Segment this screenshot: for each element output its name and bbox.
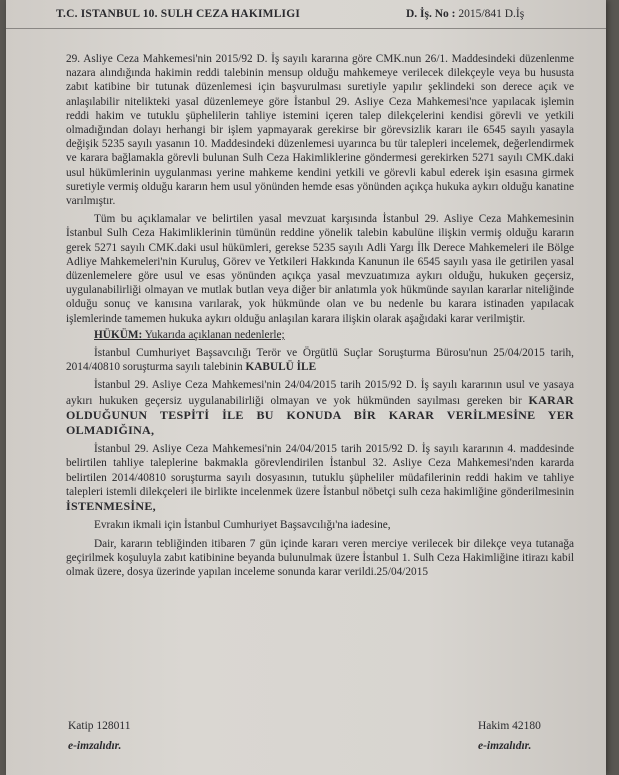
hukum-text: Yukarıda açıklanan nedenlerle; bbox=[142, 328, 285, 341]
paragraph-5-decision: İSTENMESİNE, bbox=[66, 499, 156, 514]
court-name: T.C. ISTANBUL 10. SULH CEZA HAKIMLIGI bbox=[56, 8, 301, 20]
paragraph-5-text: İstanbul 29. Asliye Ceza Mahkemesi'nin 24/04/2015 tarih 2015/92 D. İş sayılı kararının 4. maddesinde belirtilen tahliye taleplerine bakmakla görevlendirilen İstanbul 32. Asliye Ceza Mahkemesi'nden kararda belirtilen 2014/40810 soruşturma sayılı dosyasının, tutuklu şüpheliler müdafilerinin reddi hakim ve tahliye talepleri istemli dilekçeleri ile birlikte incelenmek üzere İstanbul nöbetçi sulh ceza hakimliğine gönderilmesinin bbox=[66, 443, 574, 498]
paragraph-5 bbox=[66, 442, 574, 514]
paragraph-6: Evrakın ikmali için İstanbul Cumhuriyet Başsavcılığı'na iadesine, bbox=[94, 519, 391, 532]
hukum-label: HÜKÜM: bbox=[94, 328, 143, 341]
judge-e-signature: e-imzalıdır. bbox=[478, 740, 532, 752]
document-body bbox=[66, 52, 574, 579]
document-header bbox=[6, 0, 606, 29]
paragraph-4-decision: KARAR OLDUĞUNUN TESPİTİ İLE BU KONUDA BİR KARAR VERİLMESİNE YER OLMADIĞINA, bbox=[66, 392, 575, 438]
clerk-e-signature: e-imzalıdır. bbox=[68, 740, 122, 752]
file-number-label: D. İş. No : bbox=[406, 8, 456, 20]
judge-signature bbox=[478, 720, 541, 752]
paragraph-7: Dair, kararın tebliğinden itibaren 7 gün içinde kararı veren merciye verilecek bir dilekçe veya tutanağa geçirilmek koşuluyla zabıt katibinine beyanda bulunulmak üzere İstanbul 1. Sulh Ceza Hakimliğine itirazı kabil olmak üzere, dosya üzerinde yapılan inceleme sonunda karar verildi.25/04/2015 bbox=[66, 537, 574, 578]
paragraph-3-text: İstanbul Cumhuriyet Başsavcılığı Terör ve Örgütlü Suçlar Soruşturma Bürosu'nun 25/04/2015 tarih, 2014/40810 soruşturma sayılı talebinin bbox=[66, 347, 574, 374]
hukum-heading bbox=[66, 328, 574, 342]
clerk-signature bbox=[68, 720, 131, 752]
clerk-label: Katip 128011 bbox=[68, 720, 131, 732]
document-page bbox=[6, 0, 606, 775]
paragraph-4-text: İstanbul 29. Asliye Ceza Mahkemesi'nin 24/04/2015 tarih 2015/92 D. İş sayılı kararının usul ve yasaya aykırı hukuken geçersiz uygulanabilirliği olmayan ve yok hükmünden sayılması gereken bir bbox=[66, 379, 574, 407]
judge-label: Hakim 42180 bbox=[478, 720, 541, 732]
file-number-value: 2015/841 D.İş bbox=[458, 8, 525, 20]
file-number bbox=[406, 8, 524, 20]
paragraph-3 bbox=[66, 346, 574, 374]
paragraph-3-decision: KABULÜ İLE bbox=[245, 361, 317, 374]
paragraph-2: Tüm bu açıklamalar ve belirtilen yasal mevzuat karşısında İstanbul 29. Asliye Ceza Mahkemesinin İstanbul Sulh Ceza Hakimliklerinin tümünün reddine yönelik talebin kabulüne ilişkin vermiş olduğu kararın gerek 5271 sayılı CMK.daki usul hükümleri, gerekse 5235 sayılı Adli Yargı İlk Derece Mahkemeleri ile Bölge Adliye Mahkemeleri'nin Kuruluş, Görev ve Yetkileri Hakkında Kanunun ile 6545 sayılı yasa ile getirilen yasal düzenlemelere göre usul ve esas yönünden açıkça yasal mevzuatımıza aykırı olduğu, hukuken geçersiz, uygulanabilirliği olmayan ve mutlak butlan veya diğer bir anlatımla yok hükmünde sayılan kararlar niteliğinde olduğu sonuç ve kanısına varılarak, yok hükmünde olan ve bu nedenle bu karara istinaden yapılacak işlemlerinde tamemen hukuka aykırı olduğu anlaşılan karara ilişkin olarak aşağıdaki karar verilmiştir. bbox=[66, 213, 574, 325]
paragraph-1: 29. Asliye Ceza Mahkemesi'nin 2015/92 D. İş sayılı kararına göre CMK.nun 26/1. Maddesindeki düzenlenme nazara alındığında hakimin reddi talebinin mensup olduğu mahkemeye verilecek dilekçeyle veya bu hususta zabıt katibine bir tutunak düzenlemesi için başvurulması suretiyle yapılır şeklindeki son derece açık ve anlaşılabilir nitelikteki yasal düzenlemeye göre İstanbul 29. Asliye Ceza Mahkemesi'nce yapılacak işlemin reddi hakim ve tutuklu şüphelilerin tahliye istemini içeren talep dilekçelerini kendisi görevli ve yetkili olmadığından dolayı herhangi bir işlem yapmayarak gerekirse bir görevsizlik kararı ile 6545 sayılı yasayla değişik 5235 sayılı yasanın 10. Maddesindeki düzenlemesi uyarınca bu tür talepleri incelemek, değerlendirmek ve karara bağlamakla görevli bulunan Sulh Ceza Hakimliklerine göndermesi gerekirken 5271 sayılı CMK.daki usul hükümlerinin uygulanması yerine mahkeme kendini yetkili ve görevli kabul ederek işin esasına girmek suretiyle vermiş olduğu kararın hem usul yönünden hemde esas yönünden açıkça hukuka aykırı olduğu kanatine varılmıştır. bbox=[66, 53, 574, 208]
paragraph-4 bbox=[66, 378, 574, 438]
